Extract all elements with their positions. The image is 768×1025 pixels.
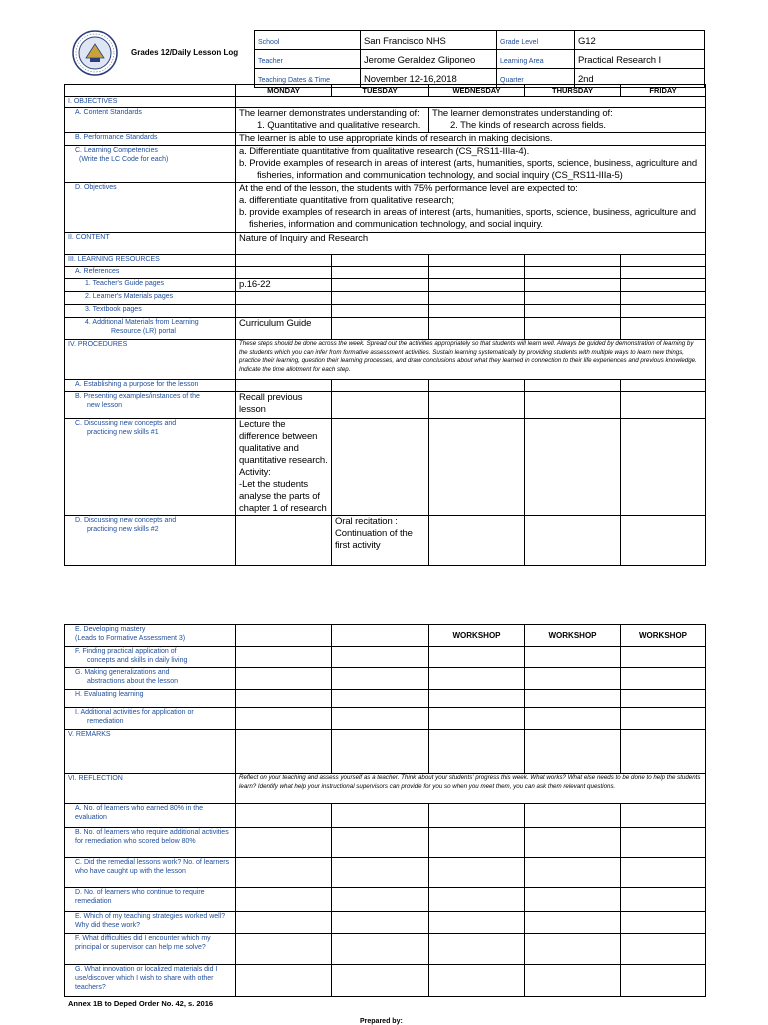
qc-thu	[525, 858, 621, 888]
resources-fri	[621, 255, 706, 267]
qf-thu	[525, 934, 621, 965]
generalization-label: G. Making generalizations and abstractions about the lesson	[65, 668, 236, 690]
objectives-d-text: At the end of the lesson, the students with 75% performance level are expected to: a. differentiate quantitative from qualitative research; b. provide examples of research in areas of interest (arts, humanities, sports, science, business, agriculture and fisheries, information and communication technology, and social inquiry.	[236, 183, 706, 233]
reflection-text: Reflect on your teaching and assess yourself as a teacher. Think about your students' progress this week. What works? What else needs to be done to help the students learn? Identify what help your instructional supervisors can provide for you so when you meet them, you can ask them relevant questions.	[236, 774, 706, 804]
school-label: School	[255, 31, 361, 50]
question-b: B. No. of learners who require additional activities for remediation who scored below 80%	[65, 828, 236, 858]
am-fri	[621, 318, 706, 340]
tb-mon	[236, 305, 332, 318]
discuss1-tue	[332, 419, 429, 516]
teacher-value: Jerome Geraldez Gliponeo	[361, 50, 497, 69]
remarks-label: V. REMARKS	[65, 730, 236, 774]
objectives-cell	[236, 97, 706, 108]
tb-tue	[332, 305, 429, 318]
qg-tue	[332, 965, 429, 997]
day-header-thursday: THURSDAY	[525, 85, 621, 97]
remarks-tue	[332, 730, 429, 774]
references-thu	[525, 267, 621, 279]
dates-value: November 12-16,2018	[361, 69, 497, 88]
qf-tue	[332, 934, 429, 965]
additional-mon	[236, 708, 332, 730]
tg-fri	[621, 279, 706, 292]
content-text: Nature of Inquiry and Research	[236, 233, 706, 255]
qb-mon	[236, 828, 332, 858]
annex-note: Annex 1B to Deped Order No. 42, s. 2016	[68, 999, 214, 1008]
evaluating-thu	[525, 690, 621, 708]
examples-wed	[429, 392, 525, 419]
qf-mon	[236, 934, 332, 965]
qd-tue	[332, 888, 429, 912]
performance-standards-label: B. Performance Standards	[65, 133, 236, 146]
qc-wed	[429, 858, 525, 888]
qg-fri	[621, 965, 706, 997]
grade-value: G12	[575, 31, 705, 50]
am-thu	[525, 318, 621, 340]
day-header-tuesday: TUESDAY	[332, 85, 429, 97]
lm-tue	[332, 292, 429, 305]
qf-wed	[429, 934, 525, 965]
lesson-log-table-2	[64, 624, 706, 997]
additional-materials-value: Curriculum Guide	[236, 318, 332, 340]
lm-mon	[236, 292, 332, 305]
general-thu	[525, 668, 621, 690]
question-a: A. No. of learners who earned 80% in the evaluation	[65, 804, 236, 828]
qc-mon	[236, 858, 332, 888]
resources-thu	[525, 255, 621, 267]
teachers-guide-value: p.16-22	[236, 279, 332, 292]
am-tue	[332, 318, 429, 340]
question-e: E. Which of my teaching strategies worked well? Why did these work?	[65, 912, 236, 934]
day-header-wednesday: WEDNESDAY	[429, 85, 525, 97]
remarks-thu	[525, 730, 621, 774]
content-standards-mon: The learner demonstrates understanding of: 1. Quantitative and qualitative research.	[236, 108, 429, 133]
discuss1-label: C. Discussing new concepts and practicing new skills #1	[65, 419, 236, 516]
evaluating-fri	[621, 690, 706, 708]
qd-mon	[236, 888, 332, 912]
additional-thu	[525, 708, 621, 730]
competencies-text: a. Differentiate quantitative from qualitative research (CS_RS11-IIIa-4). b. Provide examples of research in areas of interest (arts, humanities, sports, science, business, agriculture and fisheries, information and communication technology, and social inquiry (CS_RS11-IIIa-5)	[236, 146, 706, 183]
qb-wed	[429, 828, 525, 858]
examples-thu	[525, 392, 621, 419]
grade-label: Grade Level	[497, 31, 575, 50]
examples-label: B. Presenting examples/instances of the new lesson	[65, 392, 236, 419]
content-label: II. CONTENT	[65, 233, 236, 255]
evaluating-tue	[332, 690, 429, 708]
general-tue	[332, 668, 429, 690]
log-title: Grades 12/Daily Lesson Log	[131, 48, 239, 57]
lesson-log-table-1	[64, 84, 706, 566]
references-wed	[429, 267, 525, 279]
practical-wed	[429, 647, 525, 668]
discuss1-wed	[429, 419, 525, 516]
qf-fri	[621, 934, 706, 965]
lm-thu	[525, 292, 621, 305]
purpose-label: A. Establishing a purpose for the lesson	[65, 380, 236, 392]
references-label: A. References	[65, 267, 236, 279]
discuss2-fri	[621, 516, 706, 566]
quarter-label: Quarter	[497, 69, 575, 88]
area-value: Practical Research I	[575, 50, 705, 69]
qe-mon	[236, 912, 332, 934]
practical-label: F. Finding practical application of concepts and skills in daily living	[65, 647, 236, 668]
qa-fri	[621, 804, 706, 828]
qe-thu	[525, 912, 621, 934]
remarks-wed	[429, 730, 525, 774]
objectives-label: I. OBJECTIVES	[65, 97, 236, 108]
question-f: F. What difficulties did I encounter which my principal or supervisor can help me solve?	[65, 934, 236, 965]
qc-fri	[621, 858, 706, 888]
discuss1-mon: Lecture the difference between qualitative and quantitative research. Activity: -Let the students analyse the parts of chapter 1 of research	[236, 419, 332, 516]
purpose-mon	[236, 380, 332, 392]
lm-fri	[621, 292, 706, 305]
general-wed	[429, 668, 525, 690]
mastery-mon	[236, 625, 332, 647]
dates-label: Teaching Dates & Time	[255, 69, 361, 88]
examples-fri	[621, 392, 706, 419]
qa-wed	[429, 804, 525, 828]
resources-mon	[236, 255, 332, 267]
qd-fri	[621, 888, 706, 912]
references-mon	[236, 267, 332, 279]
tg-thu	[525, 279, 621, 292]
workshop-wed: WORKSHOP	[429, 625, 525, 647]
discuss2-wed	[429, 516, 525, 566]
general-fri	[621, 668, 706, 690]
reflection-label: VI. REFLECTION	[65, 774, 236, 804]
workshop-fri: WORKSHOP	[621, 625, 706, 647]
school-value: San Francisco NHS	[361, 31, 497, 50]
examples-tue	[332, 392, 429, 419]
tg-wed	[429, 279, 525, 292]
purpose-thu	[525, 380, 621, 392]
practical-tue	[332, 647, 429, 668]
prepared-by: Prepared by:	[360, 1018, 403, 1025]
references-fri	[621, 267, 706, 279]
additional-fri	[621, 708, 706, 730]
qd-wed	[429, 888, 525, 912]
corner-cell	[65, 85, 236, 97]
purpose-tue	[332, 380, 429, 392]
resources-wed	[429, 255, 525, 267]
question-d: D. No. of learners who continue to require remediation	[65, 888, 236, 912]
teachers-guide-label: 1. Teacher's Guide pages	[65, 279, 236, 292]
tg-tue	[332, 279, 429, 292]
quarter-value: 2nd	[575, 69, 705, 88]
day-header-friday: FRIDAY	[621, 85, 706, 97]
question-c: C. Did the remedial lessons work? No. of learners who have caught up with the lesson	[65, 858, 236, 888]
discuss2-tue: Oral recitation : Continuation of the first activity	[332, 516, 429, 566]
qb-fri	[621, 828, 706, 858]
remarks-mon	[236, 730, 332, 774]
qc-tue	[332, 858, 429, 888]
remarks-fri	[621, 730, 706, 774]
qg-thu	[525, 965, 621, 997]
content-standards-label: A. Content Standards	[65, 108, 236, 133]
additional-tue	[332, 708, 429, 730]
examples-mon: Recall previous lesson	[236, 392, 332, 419]
textbook-label: 3. Textbook pages	[65, 305, 236, 318]
header-table	[254, 30, 705, 88]
resources-tue	[332, 255, 429, 267]
additional-wed	[429, 708, 525, 730]
procedures-text: These steps should be done across the week. Spread out the activities appropriately so that students will learn well. Always be guided by demonstration of learning by the students which you can infer from formative assessment activities. Sustain learning systematically by providing students with multiple ways to learn new things, practice their learning, question their learning processes, and draw conclusions about what they learned in connection to their life experiences and previous knowledge. Indicate the time allotment for each step.	[236, 340, 706, 380]
objectives-d-label: D. Objectives	[65, 183, 236, 233]
additional-materials-label: 4. Additional Materials from Learning Resource (LR) portal	[65, 318, 236, 340]
qa-tue	[332, 804, 429, 828]
resources-label: III. LEARNING RESOURCES	[65, 255, 236, 267]
deped-seal	[72, 30, 118, 76]
area-label: Learning Area	[497, 50, 575, 69]
content-standards-wed: The learner demonstrates understanding of: 2. The kinds of research across fields.	[429, 108, 706, 133]
question-g: G. What innovation or localized materials did I use/discover which I wish to share with other teachers?	[65, 965, 236, 997]
discuss2-label: D. Discussing new concepts and practicing new skills #2	[65, 516, 236, 566]
tb-fri	[621, 305, 706, 318]
discuss2-thu	[525, 516, 621, 566]
qb-thu	[525, 828, 621, 858]
learners-materials-label: 2. Learner's Materials pages	[65, 292, 236, 305]
qe-wed	[429, 912, 525, 934]
evaluating-wed	[429, 690, 525, 708]
evaluating-mon	[236, 690, 332, 708]
am-wed	[429, 318, 525, 340]
purpose-wed	[429, 380, 525, 392]
references-tue	[332, 267, 429, 279]
qb-tue	[332, 828, 429, 858]
discuss2-mon	[236, 516, 332, 566]
qa-thu	[525, 804, 621, 828]
qg-wed	[429, 965, 525, 997]
practical-fri	[621, 647, 706, 668]
teacher-label: Teacher	[255, 50, 361, 69]
workshop-thu: WORKSHOP	[525, 625, 621, 647]
qd-thu	[525, 888, 621, 912]
discuss1-thu	[525, 419, 621, 516]
tb-wed	[429, 305, 525, 318]
mastery-label: E. Developing mastery (Leads to Formative Assessment 3)	[65, 625, 236, 647]
practical-thu	[525, 647, 621, 668]
qe-fri	[621, 912, 706, 934]
additional-activities-label: I. Additional activities for application or remediation	[65, 708, 236, 730]
lm-wed	[429, 292, 525, 305]
mastery-tue	[332, 625, 429, 647]
qg-mon	[236, 965, 332, 997]
performance-standards-text: The learner is able to use appropriate kinds of research in making decisions.	[236, 133, 706, 146]
evaluating-label: H. Evaluating learning	[65, 690, 236, 708]
qa-mon	[236, 804, 332, 828]
tb-thu	[525, 305, 621, 318]
purpose-fri	[621, 380, 706, 392]
general-mon	[236, 668, 332, 690]
qe-tue	[332, 912, 429, 934]
practical-mon	[236, 647, 332, 668]
day-header-monday: MONDAY	[236, 85, 332, 97]
competencies-label: C. Learning Competencies (Write the LC Code for each)	[65, 146, 236, 183]
procedures-label: IV. PROCEDURES	[65, 340, 236, 380]
discuss1-fri	[621, 419, 706, 516]
